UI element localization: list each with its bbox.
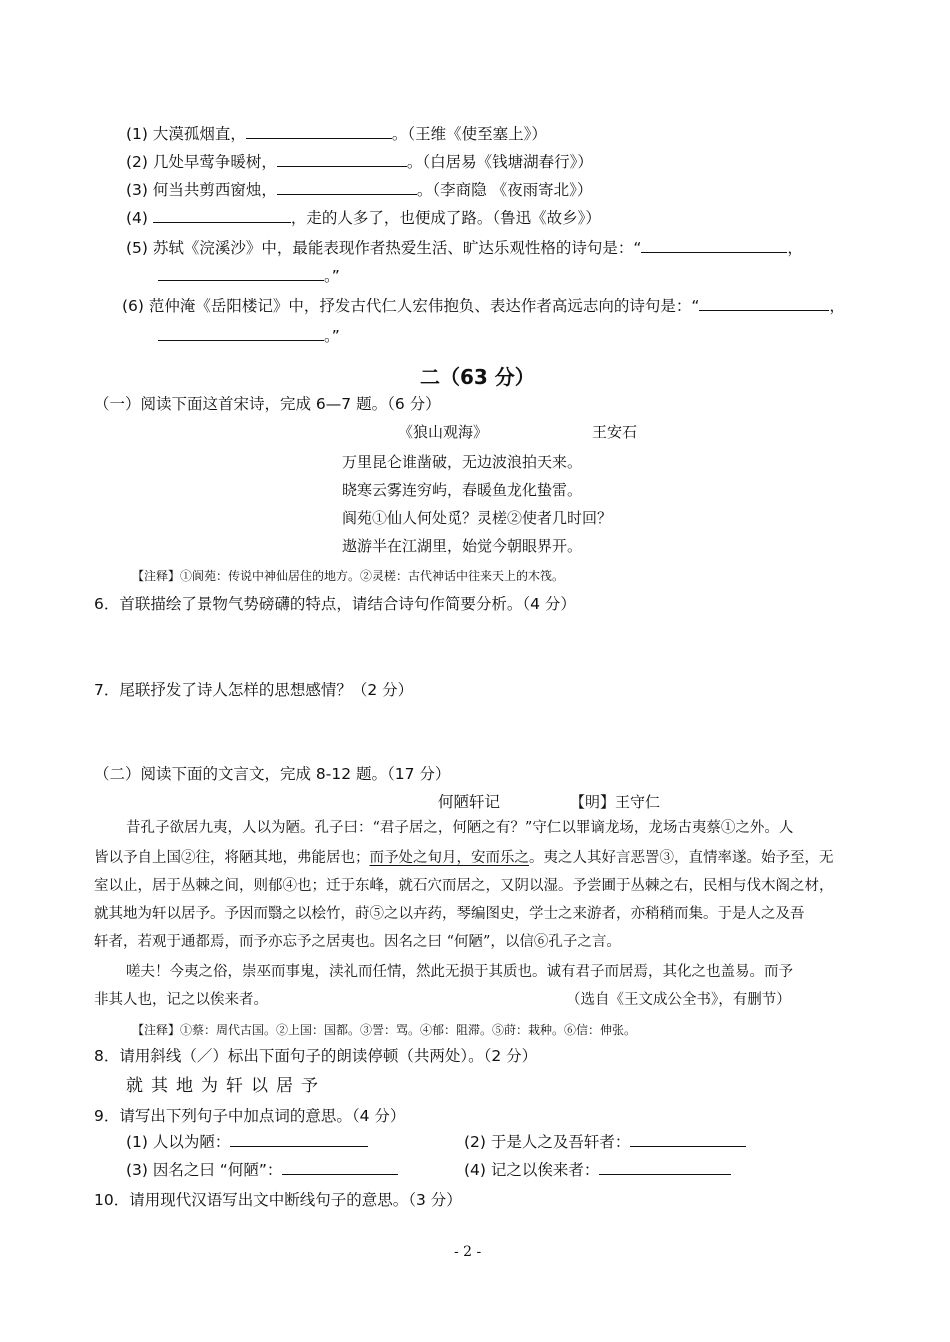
poem-line-2: 晓寒云雾连穷屿，春暖鱼龙化蛰雷。 <box>342 481 583 499</box>
answer-blank[interactable] <box>282 1160 398 1175</box>
question-7: 7．尾联抒发了诗人怎样的思想感情？（2 分） <box>94 681 414 699</box>
essay-p1-line-3: 室以止，居于丛棘之间，则郁④也；迁于东峰，就石穴而居之，又阴以湿。予尝圃于丛棘之右，民相与伐木阁之材， <box>94 878 834 894</box>
q9-item-label: (3) 因名之曰 “何陋”： <box>126 1161 283 1179</box>
essay-p2-line-2: 非其人也，记之以俟来者。 <box>94 992 268 1008</box>
fill-q5-text: (5) 苏轼《浣溪沙》中，最能表现作者热爱生活、旷达乐观性格的诗句是：“ <box>126 239 642 257</box>
q9-item-label: (2) 于是人之及吾轩者： <box>464 1133 631 1151</box>
q9-item-3 <box>126 1160 398 1180</box>
fill-q3-post: 。（李商隐 《夜雨寄北》） <box>416 181 593 199</box>
fill-q1-pre: (1) 大漠孤烟直， <box>126 125 246 143</box>
answer-blank[interactable] <box>699 296 829 311</box>
question-6: 6．首联描绘了景物气势磅礴的特点，请结合诗句作简要分析。（4 分） <box>94 595 576 613</box>
q9-item-label: (4) 记之以俟来者： <box>464 1161 600 1179</box>
page-number: - 2 - <box>454 1244 482 1260</box>
fill-q6-comma: ， <box>829 297 845 315</box>
answer-blank[interactable] <box>230 1132 368 1147</box>
poem-title: 《狼山观海》 <box>398 423 489 441</box>
poem-line-3: 阆苑①仙人何处觅？灵槎②使者几时回？ <box>342 509 613 527</box>
fill-q5-comma: ， <box>787 239 803 257</box>
poem-line-1: 万里昆仑谁凿破，无边波浪拍天来。 <box>342 453 583 471</box>
essay-author: 【明】王守仁 <box>570 793 661 811</box>
poem-author: 王安石 <box>592 423 638 441</box>
fill-q4 <box>126 208 601 228</box>
essay-p1-line-5: 轩者，若观于通都焉，而予亦忘予之居夷也。因名之曰 “何陋”，以信⑥孔子之言。 <box>94 934 621 950</box>
fill-q4-pre: (4) <box>126 209 153 227</box>
answer-blank[interactable] <box>158 326 324 341</box>
fill-q5-line2 <box>158 266 340 286</box>
answer-blank[interactable] <box>277 152 407 167</box>
poem-note: 【注释】①阆苑：传说中神仙居住的地方。②灵槎：古代神话中往来天上的木筏。 <box>132 569 565 583</box>
fill-q2 <box>126 152 593 172</box>
fill-q6 <box>122 296 845 316</box>
answer-blank[interactable] <box>246 124 392 139</box>
question-10: 10．请用现代汉语写出文中断线句子的意思。（3 分） <box>94 1191 462 1209</box>
answer-blank[interactable] <box>158 266 324 281</box>
fill-q6-end: 。” <box>324 327 340 345</box>
q9-item-1 <box>126 1132 368 1152</box>
fill-q6-line2 <box>158 326 340 346</box>
essay-p1-line-1: 昔孔子欲居九夷，人以为陋。孔子曰：“君子居之，何陋之有？”守仁以罪谪龙场，龙场古夷蔡①之外。人 <box>126 820 794 836</box>
essay-title: 何陋轩记 <box>438 793 501 811</box>
answer-blank[interactable] <box>153 208 291 223</box>
part2-intro: （二）阅读下面的文言文，完成 8-12 题。（17 分） <box>94 765 451 783</box>
fill-q1 <box>126 124 547 144</box>
underlined-sentence: 而予处之旬月，安而乐之 <box>369 850 529 866</box>
section-title: 二（63 分） <box>420 365 535 389</box>
answer-blank[interactable] <box>641 238 787 253</box>
essay-note: 【注释】①蔡：周代古国。②上国：国都。③詈：骂。④郁：阻滞。⑤莳：栽种。⑥信：伸张。 <box>132 1023 637 1037</box>
question-8: 8．请用斜线（／）标出下面句子的朗读停顿（共两处）。（2 分） <box>94 1047 538 1065</box>
q9-item-label: (1) 人以为陋： <box>126 1133 231 1151</box>
fill-q1-post: 。（王维《使至塞上》） <box>391 125 547 143</box>
answer-blank[interactable] <box>599 1160 731 1175</box>
essay-p2-line-1: 嗟夫！今夷之俗，崇巫而事鬼，渎礼而任情，然此无损于其质也。诚有君子而居焉，其化之也盖易。而予 <box>126 964 793 980</box>
fill-q4-post: ，走的人多了，也便成了路。（鲁迅《故乡》） <box>290 209 601 227</box>
poem-line-4: 遨游半在江湖里，始觉今朝眼界开。 <box>342 537 583 555</box>
essay-source: （选自《王文成公全书》，有删节） <box>566 992 791 1008</box>
essay-p1-line-2 <box>94 848 834 868</box>
q9-item-4 <box>464 1160 731 1180</box>
q9-item-2 <box>464 1132 746 1152</box>
fill-q5 <box>126 238 803 258</box>
answer-blank[interactable] <box>630 1132 746 1147</box>
q8-sentence: 就其地为轩以居予 <box>126 1076 326 1096</box>
answer-blank[interactable] <box>277 180 417 195</box>
essay-p1-line-4: 就其地为轩以居予。予因而翳之以桧竹，莳⑤之以卉药，琴编图史，学士之来游者，亦稍稍而集。于是人之及吾 <box>94 906 805 922</box>
fill-q3-pre: (3) 何当共剪西窗烛， <box>126 181 277 199</box>
part1-intro: （一）阅读下面这首宋诗，完成 6—7 题。（6 分） <box>94 395 441 413</box>
fill-q3 <box>126 180 592 200</box>
essay-text: 。夷之人其好言恶詈③，直情率遂。始予至，无 <box>529 850 834 866</box>
fill-q6-text: (6) 范仲淹《岳阳楼记》中，抒发古代仁人宏伟抱负、表达作者高远志向的诗句是：“ <box>122 297 700 315</box>
fill-q2-post: 。（白居易《钱塘湖春行》） <box>406 153 593 171</box>
fill-q5-end: 。” <box>324 267 340 285</box>
question-9: 9．请写出下列句子中加点词的意思。（4 分） <box>94 1107 406 1125</box>
fill-q2-pre: (2) 几处早莺争暖树， <box>126 153 277 171</box>
essay-text: 皆以予自上国②往，将陋其地，弗能居也； <box>94 850 370 866</box>
